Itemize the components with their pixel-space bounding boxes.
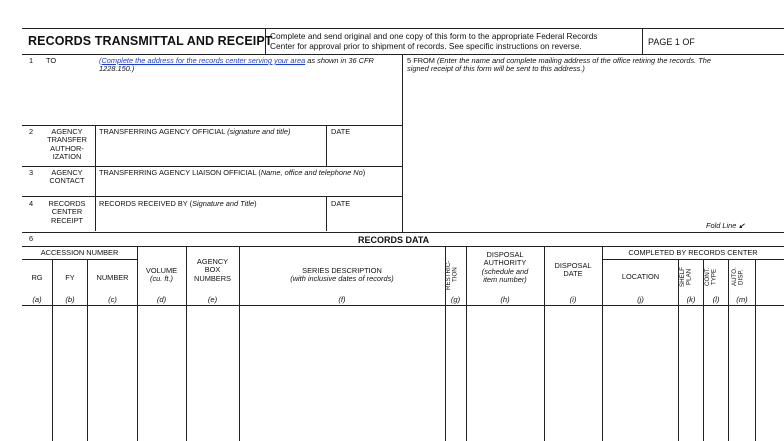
- volume-column-header: [137, 267, 186, 284]
- column-letter-i: (i): [569, 295, 577, 304]
- restriction-line: TION: [451, 267, 459, 283]
- row4-top-border: [22, 196, 403, 197]
- row2-label-line: TRANSFER: [47, 135, 87, 145]
- disposal-date-line: DISPOSAL: [554, 261, 592, 270]
- records-data-number: 6: [29, 234, 34, 243]
- from-number: 5: [407, 56, 412, 65]
- disposal-authority-hint: (schedule and: [481, 266, 529, 276]
- column-letter-k: (k): [686, 295, 696, 304]
- row4-label-line: RECORDS: [48, 199, 86, 208]
- transferring-official-text: TRANSFERRING AGENCY OFFICIAL: [99, 127, 226, 136]
- center-group-underline: [602, 259, 784, 260]
- disposal-date-header: [544, 262, 602, 279]
- column-letter-e: (e): [207, 295, 218, 304]
- fold-line-label: [706, 222, 745, 230]
- records-center-link[interactable]: (Complete the address for the records center serving your area: [99, 56, 306, 65]
- row4-label-line: RECEIPT: [50, 215, 84, 225]
- from-text-2: signed receipt of this form will be sent to this address.): [407, 64, 585, 74]
- location-column-header: LOCATION: [621, 272, 660, 281]
- volume-label: VOLUME: [145, 266, 178, 275]
- agency-box-line: BOX: [204, 265, 221, 275]
- row2-top-border: [22, 125, 403, 126]
- records-data-top-border: [22, 232, 784, 233]
- transferring-official-hint: (signature and title): [227, 127, 291, 136]
- records-center-receipt-label: [40, 200, 94, 225]
- label-column-divider: [95, 125, 96, 231]
- column-letter-j: (j): [637, 295, 644, 304]
- column-letter-h: (h): [500, 295, 510, 304]
- from-instructions: [407, 57, 782, 74]
- disposal-authority-line: AUTHORITY: [483, 258, 527, 268]
- column-letter-a: (a): [32, 295, 42, 304]
- received-by-end: ): [254, 199, 257, 208]
- restriction-column-header: [446, 258, 464, 292]
- row4-date-label: DATE: [331, 199, 351, 208]
- agency-contact-label: [40, 169, 94, 186]
- row2-number: 2: [29, 127, 34, 136]
- agency-transfer-authorization-label: [40, 128, 94, 162]
- disposal-authority-header: [466, 251, 544, 285]
- row2-label-line: IZATION: [52, 152, 82, 162]
- row4-date-divider: [326, 196, 327, 231]
- received-by-text: RECORDS RECEIVED BY (: [99, 199, 193, 208]
- column-letter-c: (c): [108, 295, 117, 304]
- records-data-entry-area[interactable]: [22, 306, 784, 441]
- form-title: RECORDS TRANSMITTAL AND RECEIPT: [28, 34, 273, 48]
- from-divider: [402, 54, 403, 232]
- row4-number: 4: [29, 199, 34, 208]
- row4-date-field[interactable]: [331, 211, 399, 229]
- shelf-line: SHELF: [679, 267, 686, 287]
- shelf-line: PLAN: [685, 268, 693, 286]
- to-number: 1: [29, 56, 34, 65]
- cont-line: TYPE: [710, 268, 718, 286]
- fold-line-text: Fold Line: [706, 221, 737, 230]
- page-number-label: PAGE 1 OF: [648, 37, 695, 47]
- liaison-official-end: ): [362, 168, 366, 177]
- column-letter-b: (b): [65, 295, 75, 304]
- accession-number-group: ACCESSION NUMBER: [40, 248, 119, 257]
- transferring-official-field[interactable]: [99, 140, 323, 164]
- records-data-title: RECORDS DATA: [358, 235, 430, 245]
- liaison-official-field[interactable]: [99, 180, 399, 194]
- header-bottom-border: [22, 54, 784, 55]
- liaison-official-label: [99, 169, 365, 177]
- series-description-hint: (with inclusive dates of records): [290, 274, 394, 284]
- shelf-plan-column-header: [680, 262, 698, 292]
- to-address-field[interactable]: [99, 76, 399, 122]
- auto-disposal-column-header: [732, 262, 750, 292]
- to-instructions: [99, 57, 399, 74]
- agency-box-line: NUMBERS: [194, 273, 231, 283]
- from-address-field[interactable]: [407, 80, 777, 220]
- row2-label-line: AUTHOR-: [50, 143, 84, 153]
- series-description-label: SERIES DESCRIPTION: [302, 266, 382, 275]
- to-instructions-line2: 1228.150.): [99, 64, 135, 74]
- rg-column-header: RG: [31, 273, 43, 282]
- fold-arrow-icon: ↙: [738, 221, 745, 230]
- row4-label-line: CENTER: [51, 207, 83, 217]
- auto-line: AUTO.: [731, 267, 738, 287]
- cont-line: CONT.: [704, 267, 711, 287]
- liaison-official-hint: Name, office and telephone No: [260, 168, 363, 177]
- records-center-group: COMPLETED BY RECORDS CENTER: [628, 248, 758, 257]
- instructions-line-1: Complete and send original and one copy of this form to the appropriate Federal Records: [270, 31, 598, 41]
- container-type-column-header: [705, 262, 723, 292]
- to-instructions-rest: as shown in 36 CFR: [305, 56, 374, 65]
- row2-date-label: DATE: [331, 127, 351, 136]
- agency-box-line: AGENCY: [196, 257, 229, 266]
- number-column-header: NUMBER: [96, 273, 129, 282]
- row3-label-line: AGENCY: [51, 168, 83, 177]
- liaison-official-text: TRANSFERRING AGENCY LIAISON OFFICIAL (: [99, 168, 261, 177]
- volume-unit: (cu. ft.): [150, 274, 173, 284]
- to-label: TO: [46, 56, 57, 65]
- agency-box-numbers-header: [186, 258, 239, 283]
- fy-column-header: FY: [65, 273, 75, 282]
- received-by-label: [99, 200, 257, 208]
- series-description-header: [240, 267, 444, 284]
- top-border: [22, 28, 784, 29]
- row2-date-divider: [326, 125, 327, 166]
- column-letter-m: (m): [736, 295, 748, 304]
- column-letter-d: (d): [156, 295, 167, 304]
- received-by-field[interactable]: [99, 211, 323, 229]
- disposal-authority-line: DISPOSAL: [486, 250, 524, 259]
- row2-label-line: AGENCY: [51, 127, 83, 136]
- header-instructions: [270, 31, 650, 51]
- disposal-authority-hint: item number): [483, 275, 527, 285]
- received-by-hint: Signature and Title: [192, 199, 255, 208]
- page-divider: [642, 28, 643, 54]
- row3-number: 3: [29, 168, 34, 177]
- transferring-official-label: [99, 128, 290, 136]
- header-divider: [265, 28, 266, 54]
- auto-line: DISP.: [737, 269, 745, 285]
- column-letter-f: (f): [338, 295, 346, 304]
- row3-top-border: [22, 166, 403, 167]
- from-label: FROM: [413, 56, 435, 65]
- instructions-line-2: Center for approval prior to shipment of records. See specific instructions on reverse.: [270, 41, 582, 51]
- disposal-date-line: DATE: [563, 269, 583, 279]
- restriction-line: RESTRIC-: [445, 260, 452, 290]
- row3-label-line: CONTACT: [49, 176, 85, 186]
- row2-date-field[interactable]: [331, 140, 399, 164]
- from-text-1: (Enter the name and complete mailing address of the office retiring the records. The: [437, 56, 712, 65]
- column-letter-g: (g): [450, 295, 461, 304]
- accession-group-underline: [22, 259, 137, 260]
- column-letter-l: (l): [712, 295, 720, 304]
